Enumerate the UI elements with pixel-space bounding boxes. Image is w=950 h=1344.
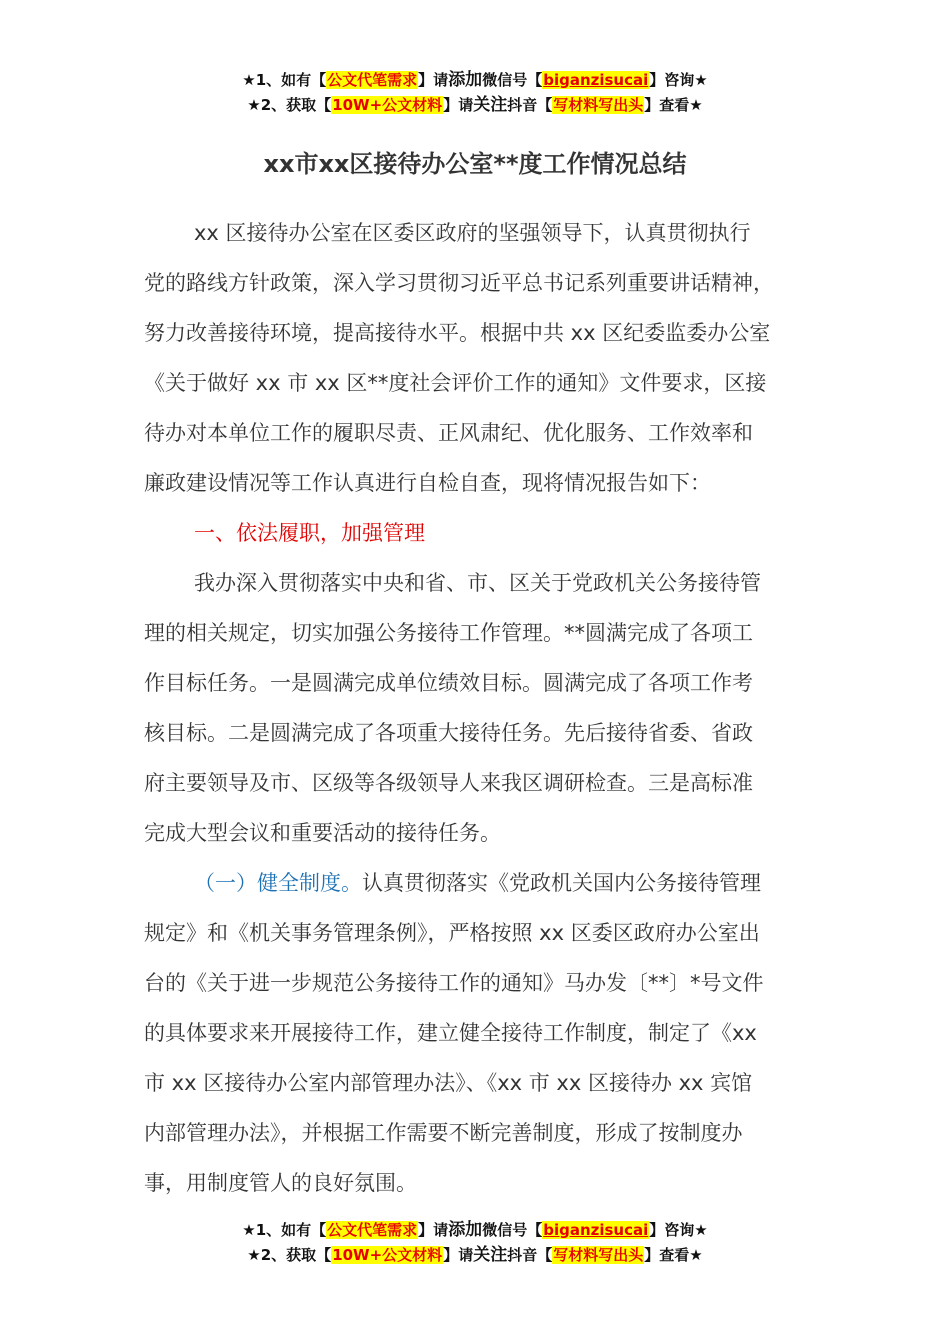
banner-line-1 [0, 1218, 950, 1243]
highlight-douyin-id: 写材料写出头 [553, 96, 644, 114]
highlight-service-tag: 公文代笔需求 [327, 1221, 418, 1239]
banner-text: 】请 [418, 71, 449, 89]
body-line: 廉政建设情况等工作认真进行自检自查，现将情况报告如下： [144, 471, 711, 495]
banner-line-2 [0, 1243, 950, 1268]
body-line: 的具体要求来开展接待工作，建立健全接待工作制度，制定了《xx [144, 1021, 757, 1045]
body-line: 《关于做好 xx 市 xx 区**度社会评价工作的通知》文件要求，区接 [144, 371, 767, 395]
banner-text: 】查看★ [644, 96, 703, 114]
highlight-wechat-id: biganzisucai [543, 71, 649, 89]
banner-emphasis: 添加 [448, 70, 483, 90]
banner-text: 微信号【 [482, 1221, 543, 1239]
body-line: xx 区接待办公室在区委区政府的坚强领导下，认真贯彻执行 [194, 221, 751, 245]
section-heading: 一、依法履职，加强管理 [194, 521, 425, 545]
body-line: 我办深入贯彻落实中央和省、市、区关于党政机关公务接待管 [194, 571, 761, 595]
banner-line-2 [0, 93, 950, 118]
body-line: 待办对本单位工作的履职尽责、正风肃纪、优化服务、工作效率和 [144, 421, 753, 445]
body-text: 认真贯彻落实《党政机关国内公务接待管理 [362, 871, 761, 895]
banner-text: 微信号【 [482, 71, 543, 89]
banner-text: ★1、如有【 [242, 71, 327, 89]
banner-line-1 [0, 68, 950, 93]
banner-text: 抖音【 [507, 1246, 553, 1264]
document-body [144, 208, 808, 1208]
banner-text: ★1、如有【 [242, 1221, 327, 1239]
banner-text: 】咨询★ [649, 71, 708, 89]
body-line: 市 xx 区接待办公室内部管理办法》、《xx 市 xx 区接待办 xx 宾馆 [144, 1071, 753, 1095]
body-line: 努力改善接待环境，提高接待水平。根据中共 xx 区纪委监委办公室 [144, 321, 771, 345]
subsection-first-line [144, 858, 808, 908]
header-banner [0, 68, 950, 118]
body-line: 府主要领导及市、区级等各级领导人来我区调研检查。三是高标准 [144, 771, 753, 795]
banner-text: 】请 [443, 96, 474, 114]
body-line: 理的相关规定，切实加强公务接待工作管理。**圆满完成了各项工 [144, 621, 753, 645]
body-line: 事，用制度管人的良好氛围。 [144, 1171, 417, 1195]
banner-text: ★2、获取【 [247, 1246, 332, 1264]
banner-text: 抖音【 [507, 96, 553, 114]
body-line: 台的《关于进一步规范公务接待工作的通知》马办发〔**〕*号文件 [144, 971, 764, 995]
body-line: 完成大型会议和重要活动的接待任务。 [144, 821, 501, 845]
body-line: 核目标。二是圆满完成了各项重大接待任务。先后接待省委、省政 [144, 721, 753, 745]
banner-text: 】请 [418, 1221, 449, 1239]
body-line: 规定》和《机关事务管理条例》，严格按照 xx 区委区政府办公室出 [144, 921, 760, 945]
highlight-douyin-id: 写材料写出头 [553, 1246, 644, 1264]
banner-text: ★2、获取【 [247, 96, 332, 114]
footer-banner [0, 1218, 950, 1268]
banner-emphasis: 关注 [473, 1245, 508, 1265]
body-line: 党的路线方针政策，深入学习贯彻习近平总书记系列重要讲话精神， [144, 271, 774, 295]
body-line: 内部管理办法》，并根据工作需要不断完善制度，形成了按制度办 [144, 1121, 743, 1145]
banner-text: 】咨询★ [649, 1221, 708, 1239]
body-line: 作目标任务。一是圆满完成单位绩效目标。圆满完成了各项工作考 [144, 671, 753, 695]
highlight-material-tag: 10W+公文材料 [332, 1246, 443, 1264]
banner-text: 】请 [443, 1246, 474, 1264]
highlight-wechat-id: biganzisucai [543, 1221, 649, 1239]
subsection-heading: （一）健全制度。 [194, 871, 362, 895]
page-title: xx市xx区接待办公室**度工作情况总结 [263, 150, 687, 178]
highlight-service-tag: 公文代笔需求 [327, 71, 418, 89]
banner-emphasis: 关注 [473, 95, 508, 115]
banner-text: 】查看★ [644, 1246, 703, 1264]
banner-emphasis: 添加 [448, 1220, 483, 1240]
highlight-material-tag: 10W+公文材料 [332, 96, 443, 114]
